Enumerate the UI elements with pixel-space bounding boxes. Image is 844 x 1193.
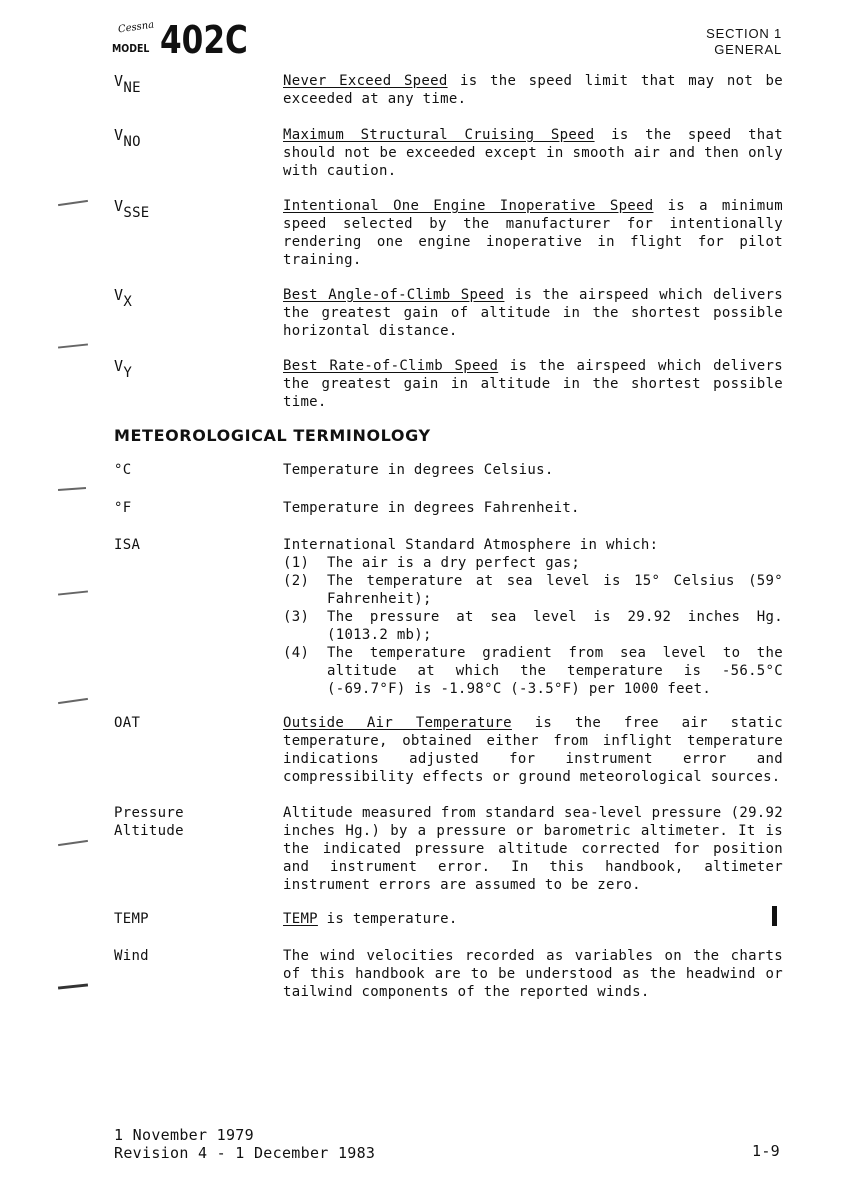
margin-mark	[58, 698, 88, 704]
section-header	[706, 26, 782, 58]
isa-item: (4) The temperature gradient from sea level to the altitude at which the temperature is -56.5°C (-69.7°F) is -1.98°C (-3.5°F) per 1000 feet.	[283, 645, 783, 697]
footer-dates	[114, 1126, 375, 1162]
margin-mark	[58, 343, 88, 348]
def-pressure-altitude: Altitude measured from standard sea-level pressure (29.92 inches Hg.) by a pressure or barometric altimeter. It is the indicated pressure altitude corrected for position and instrument error. In this handbook, altimeter instrument errors are assumed to be zero.	[283, 805, 783, 893]
meteorological-heading: METEOROLOGICAL TERMINOLOGY	[114, 426, 431, 445]
brand-name: Cessna	[117, 19, 155, 36]
term-celsius: °C	[114, 462, 132, 478]
page-number: 1-9	[752, 1142, 780, 1160]
brand-logo	[112, 18, 252, 62]
section-number: SECTION 1	[706, 26, 782, 41]
isa-intro: International Standard Atmosphere in which:	[283, 537, 659, 553]
term-wind: Wind	[114, 948, 149, 964]
revision-bar	[772, 906, 777, 926]
margin-mark	[58, 590, 88, 595]
term-pressure-altitude: Pressure Altitude	[114, 805, 184, 839]
term-vno: $V_{NO}$	[114, 126, 141, 150]
def-temp: TEMP is temperature.	[283, 911, 458, 927]
model-label: MODEL	[112, 42, 150, 55]
term-vne: $V_{NE}$	[114, 72, 141, 96]
model-number: 402C	[160, 18, 248, 62]
section-title: GENERAL	[714, 42, 782, 57]
isa-definition	[283, 536, 783, 698]
footer-revision: Revision 4 - 1 December 1983	[114, 1144, 376, 1162]
margin-mark	[58, 487, 86, 491]
term-fahrenheit: °F	[114, 500, 132, 516]
def-vx: Best Angle-of-Climb Speed is the airspeed which delivers the greatest gain of altitude in the shortest possible horizontal distance.	[283, 287, 784, 339]
term-oat: OAT	[114, 715, 141, 731]
def-vsse: Intentional One Engine Inoperative Speed is a minimum speed selected by the manufacturer for intentionally rendering one engine inoperative in flight for pilot training.	[283, 198, 783, 268]
term-isa: ISA	[114, 537, 141, 553]
isa-item: (3) The pressure at sea level is 29.92 inches Hg. (1013.2 mb);	[283, 609, 783, 643]
margin-mark	[58, 200, 88, 206]
def-celsius: Temperature in degrees Celsius.	[283, 462, 554, 478]
term-temp: TEMP	[114, 911, 149, 927]
isa-item: (1) The air is a dry perfect gas;	[283, 555, 581, 571]
def-wind: The wind velocities recorded as variables on the charts of this handbook are to be understood as the headwind or tailwind components of the reported winds.	[283, 948, 783, 1000]
footer-issue-date: 1 November 1979	[114, 1126, 254, 1144]
margin-mark	[58, 840, 88, 846]
term-vsse: $V_{SSE}$	[114, 197, 150, 221]
isa-item: (2) The temperature at sea level is 15° Celsius (59° Fahrenheit);	[283, 573, 783, 607]
margin-mark	[58, 983, 88, 989]
def-vno: Maximum Structural Cruising Speed is the speed that should not be exceeded except in smooth air and then only with caution.	[283, 127, 783, 179]
def-fahrenheit: Temperature in degrees Fahrenheit.	[283, 500, 580, 516]
term-vy: $V_Y$	[114, 357, 133, 381]
term-vx: $V_X$	[114, 286, 133, 310]
def-vne: Never Exceed Speed is the speed limit that may not be exceeded at any time.	[283, 73, 783, 107]
def-oat: Outside Air Temperature is the free air static temperature, obtained either from inflight temperature indications adjusted for instrument error and compressibility effects or ground meteorological sources.	[283, 715, 784, 785]
def-vy: Best Rate-of-Climb Speed is the airspeed which delivers the greatest gain in altitude in the shortest possible time.	[283, 358, 783, 410]
